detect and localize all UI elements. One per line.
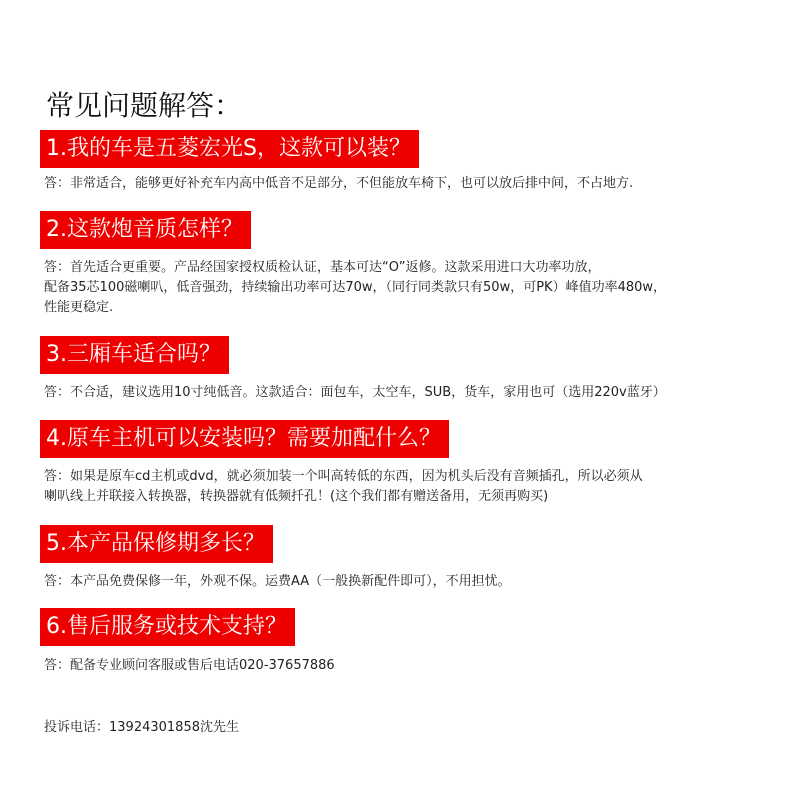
faq-question-3: 3.三厢车适合吗？ [40,336,229,374]
faq-answer-6 [44,656,764,676]
faq-answer-2 [44,258,764,318]
faq-answer-2-line-1: 答：首先适合更重要。产品经国家授权质检认证，基本可达“O”返修。这款采用进口大功率功放， [44,260,601,275]
faq-answer-3-line-1: 答：不合适，建议选用10寸纯低音。这款适合：面包车，太空车，SUB，货车，家用也可（选用220v蓝牙） [44,385,666,400]
faq-question-6: 6.售后服务或技术支持？ [40,608,295,646]
faq-question-4: 4.原车主机可以安装吗？需要加配什么？ [40,420,449,458]
faq-answer-2-line-3: 性能更稳定. [44,300,114,315]
faq-answer-5-line-1: 答：本产品免费保修一年，外观不保。运费AA（一般换新配件即可），不用担忧。 [44,574,511,589]
faq-question-5: 5.本产品保修期多长？ [40,525,273,563]
faq-answer-2-line-2: 配备35芯100磁喇叭，低音强劲，持续输出功率可达70w，（同行同类款只有50w，可PK）峰值功率480w， [44,280,667,295]
faq-answer-1-line-1: 答：非常适合，能够更好补充车内高中低音不足部分，不但能放车椅下，也可以放后排中间，不占地方. [44,176,634,191]
faq-question-1: 1.我的车是五菱宏光S，这款可以装？ [40,130,419,168]
page-title: 常见问题解答： [46,89,243,122]
faq-answer-5 [44,572,764,592]
faq-answer-4 [44,467,764,507]
faq-answer-6-line-1: 答：配备专业顾问客服或售后电话020-37657886 [44,658,335,673]
complaint-phone: 投诉电话：13924301858沈先生 [44,720,239,735]
faq-question-2: 2.这款炮音质怎样？ [40,211,251,249]
faq-answer-3 [44,383,764,403]
faq-answer-1 [44,174,764,194]
faq-answer-4-line-1: 答：如果是原车cd主机或dvd，就必须加装一个叫高转低的东西，因为机头后没有音频插孔，所以必须从 [44,469,643,484]
faq-answer-4-line-2: 喇叭线上并联接入转换器，转换器就有低频扦孔！(这个我们都有赠送备用，无须再购买) [44,489,549,504]
